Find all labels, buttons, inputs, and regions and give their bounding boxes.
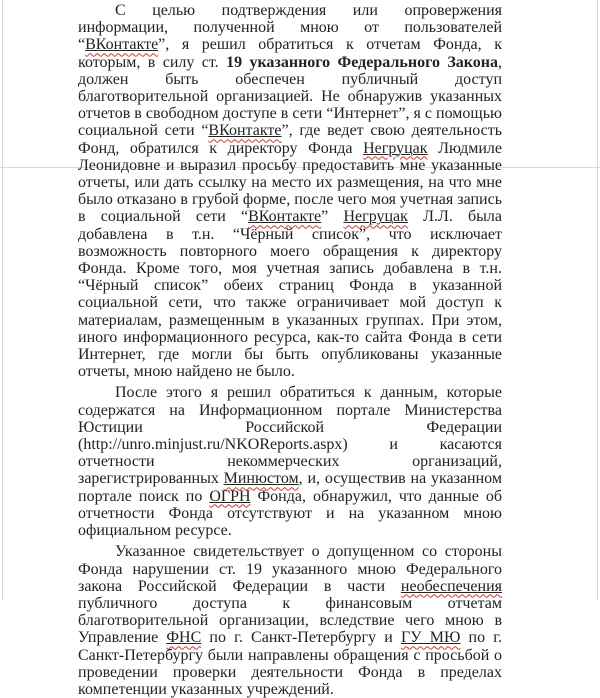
misspelled-underlined-word	[85, 36, 158, 53]
underlined-word-text: ВКонтакте	[248, 208, 322, 226]
text-run: Указанное свидетельствует о допущенном со стороны Фонда нарушении ст. 19 указанного мною Федерального закона Российской Федерации в части	[78, 543, 502, 595]
text-run: ”, я решил обратиться к отчетам Фонда, к которым, в силу ст.	[78, 36, 502, 71]
misspelled-underlined-word	[224, 470, 299, 487]
text-run: Л.Л. была добавлена в т.н. “Чёрный список”, что исключает возможность повторного моего обращения к директору Фонда. Кроме того, моя учетная запись добавлена в т.н. “Чёрный список” обеих страниц Фонда в указанной социальной сети, что также ограничивает мой доступ к материалам, размещенным в указанных группах. При этом, иного информационного ресурса, как-то сайта Фонда в сети Интернет, где могли бы быть опубликованы указанные отчеты, мною найдено не было.	[78, 208, 503, 381]
page-edge-left-line	[2, 0, 3, 600]
text-run: , должен быть обеспечен публичный доступ благотворительной организацией. Не обнаружив указанных отчетов в свободном доступе в сети “Интернет”, я с помощью социальной сети “	[78, 53, 503, 140]
misspelled-underlined-word	[209, 488, 250, 505]
paragraph-1	[78, 2, 502, 380]
misspelled-underlined-word	[248, 208, 321, 225]
underlined-word-text: ВКонтакте	[85, 36, 159, 54]
text-run: , и, осуществив на указанном портале поиск по	[78, 470, 502, 505]
text-run: по г. Санкт-Петербургу были направлены обращения с просьбой о проведении проверки деятельности Фонда в пределах компетенции указанных учреждений.	[78, 629, 503, 698]
misspelled-underlined-word	[401, 578, 502, 595]
underlined-word-text: ОГРН	[209, 487, 251, 505]
text-run: публичного доступа к финансовым отчетам благотворительной организации, вследствие чего мною в Управление	[78, 594, 502, 647]
underlined-word-text: ГУ МЮ	[400, 629, 461, 647]
underlined-word-text: Негруцак	[343, 208, 408, 226]
underlined-word-text: Негруцак	[363, 139, 428, 157]
underlined-word-text: Минюстом	[223, 470, 299, 488]
text-run: Людмиле Леонидовне и выразил просьбу предоставить мне указанные отчеты, или дать ссылку на место их размещения, на что мне было отказано в грубой форме, после чего моя учетная запись в социальной сети “	[78, 139, 503, 226]
misspelled-underlined-word	[166, 629, 201, 646]
underlined-word-text: необеспечения	[400, 577, 502, 595]
misspelled-underlined-word	[343, 208, 407, 225]
misspelled-underlined-word	[208, 122, 281, 139]
text-run: Фонда, обнаружил, что данные об отчетности Фонда отсутствуют и на указанном мною официальном ресурсе.	[78, 487, 502, 540]
text-run: После этого я решил обратиться к данным, которые содержатся на Информационном портале Министерства Юстиции Российской Федерации (http://unro.minjust.ru/NKOReports.aspx) и касаются отчетности некоммерческих организаций, зарегистрированных	[78, 384, 502, 488]
underlined-word-text: ВКонтакте	[208, 122, 282, 140]
text-run: ”, где ведет свою деятельность Фонд, обратился к директору Фонда	[78, 122, 502, 157]
paragraph-2	[78, 384, 502, 539]
page-edge-right-line	[597, 0, 598, 600]
paragraph-3	[78, 543, 502, 698]
misspelled-underlined-word	[401, 629, 460, 646]
document-text	[78, 2, 502, 698]
text-run: ”	[321, 208, 344, 226]
text-run: по г. Санкт-Петербургу и	[201, 629, 401, 647]
bold-text-run: 19 указанного Федерального Закона	[226, 53, 499, 71]
misspelled-underlined-word	[363, 140, 427, 157]
underlined-word-text: ФНС	[166, 629, 202, 647]
text-run: С целью подтверждения или опровержения информации, полученной мною от пользователей “	[78, 2, 502, 54]
